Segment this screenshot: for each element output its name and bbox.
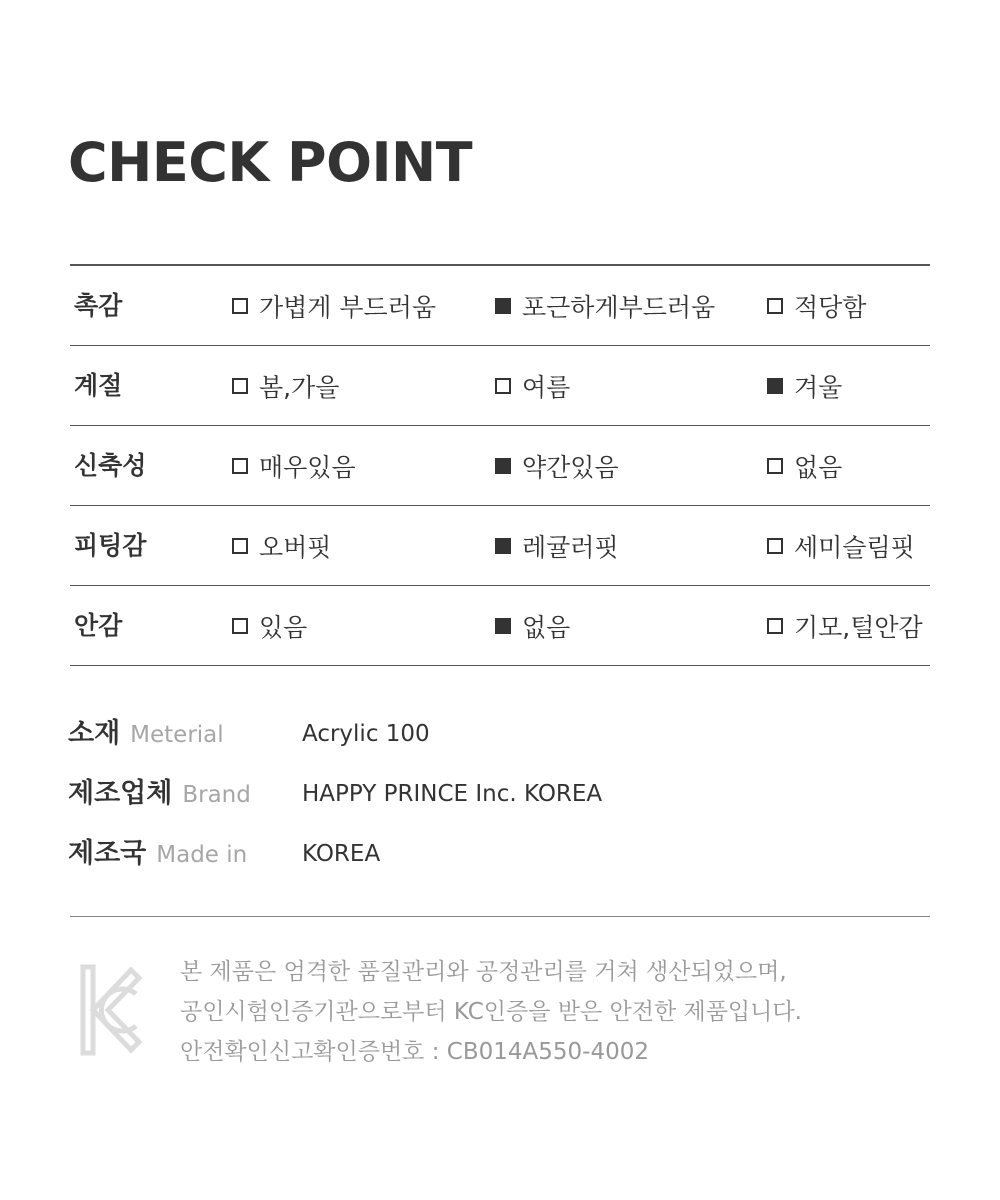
option-label: 레귤러핏 (522, 532, 619, 562)
checkpoint-table (70, 264, 930, 666)
checkbox-unchecked-icon (767, 458, 783, 474)
option-item (495, 506, 619, 585)
option-label: 가볍게 부드러움 (259, 292, 436, 322)
option-item (767, 586, 923, 665)
option-item (232, 266, 436, 345)
checkbox-unchecked-icon (767, 538, 783, 554)
spec-row-material (68, 714, 938, 754)
checkbox-unchecked-icon (232, 458, 248, 474)
checkpoint-row-texture (70, 266, 930, 346)
spec-label (68, 834, 247, 877)
row-label: 안감 (74, 611, 123, 640)
spec-label-ko: 제조국 (68, 838, 147, 869)
option-item (495, 426, 619, 505)
checkbox-unchecked-icon (232, 378, 248, 394)
option-label: 기모,털안감 (794, 612, 923, 642)
cert-line: 공인시험인증기관으로부터 KC인증을 받은 안전한 제품입니다. (180, 999, 802, 1025)
page-title: CHECK POINT (68, 131, 473, 194)
checkbox-unchecked-icon (767, 298, 783, 314)
checkbox-checked-icon (495, 618, 511, 634)
option-label: 매우있음 (259, 452, 356, 482)
checkbox-unchecked-icon (767, 618, 783, 634)
checkbox-unchecked-icon (495, 378, 511, 394)
spec-row-brand (68, 774, 938, 814)
checkbox-checked-icon (495, 298, 511, 314)
option-label: 겨울 (794, 372, 843, 402)
spec-label-ko: 제조업체 (68, 778, 173, 809)
option-item (232, 426, 356, 505)
cert-line: 본 제품은 엄격한 품질관리와 공정관리를 거쳐 생산되었으며, (180, 959, 787, 985)
checkbox-unchecked-icon (232, 298, 248, 314)
row-label: 촉감 (74, 291, 123, 320)
row-label: 계절 (74, 371, 123, 400)
option-label: 없음 (522, 612, 571, 642)
checkpoint-row-fit (70, 506, 930, 586)
spec-label (68, 714, 224, 757)
spec-row-origin (68, 834, 938, 874)
checkpoint-row-season (70, 346, 930, 426)
option-item (232, 506, 331, 585)
section-divider (70, 916, 930, 917)
spec-label (68, 774, 251, 817)
checkbox-checked-icon (495, 538, 511, 554)
row-label: 신축성 (74, 451, 147, 480)
option-label: 포근하게부드러움 (522, 292, 716, 322)
option-item (767, 506, 915, 585)
certification-text (180, 952, 940, 1072)
row-label: 피팅감 (74, 531, 147, 560)
checkbox-unchecked-icon (232, 538, 248, 554)
kc-mark-icon (80, 964, 142, 1056)
option-label: 오버핏 (259, 532, 332, 562)
option-item (495, 586, 570, 665)
option-label: 봄,가을 (259, 372, 340, 402)
checkpoint-row-lining (70, 586, 930, 666)
option-item (767, 426, 842, 505)
checkpoint-row-stretch (70, 426, 930, 506)
checkbox-checked-icon (495, 458, 511, 474)
option-item (232, 346, 339, 425)
checkbox-unchecked-icon (232, 618, 248, 634)
spec-label-en: Made in (156, 842, 248, 868)
option-item (232, 586, 307, 665)
option-label: 여름 (522, 372, 571, 402)
option-label: 약간있음 (522, 452, 619, 482)
option-label: 없음 (794, 452, 843, 482)
spec-value: HAPPY PRINCE Inc. KOREA (302, 781, 603, 807)
spec-label-en: Meterial (130, 722, 224, 748)
checkbox-checked-icon (767, 378, 783, 394)
spec-label-en: Brand (182, 782, 251, 808)
spec-value: KOREA (302, 841, 381, 867)
spec-value: Acrylic 100 (302, 721, 430, 747)
option-item (495, 266, 715, 345)
option-label: 적당함 (794, 292, 867, 322)
option-label: 세미슬림핏 (794, 532, 915, 562)
option-item (767, 346, 842, 425)
cert-line: 안전확인신고확인증번호 : CB014A550-4002 (180, 1039, 649, 1065)
option-item (495, 346, 570, 425)
option-item (767, 266, 866, 345)
option-label: 있음 (259, 612, 308, 642)
spec-label-ko: 소재 (68, 718, 121, 749)
